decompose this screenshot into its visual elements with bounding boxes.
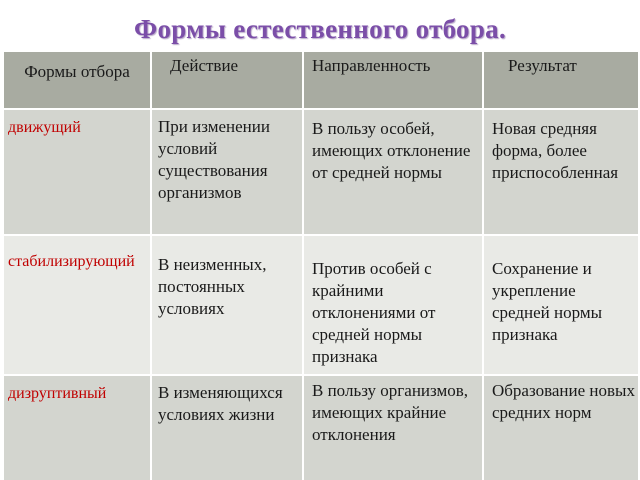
table-row [3,375,639,480]
action-text: В неизменных, постоянных условиях [158,255,267,318]
table-row [3,235,639,375]
direction-cell [303,235,483,375]
result-cell [483,235,639,375]
header-cell-form [3,51,151,109]
form-cell [3,375,151,480]
action-cell [151,109,303,235]
direction-cell [303,375,483,480]
result-text: Сохранение и укрепление средней нормы признака [492,259,603,344]
header-cell-result [483,51,639,109]
form-name: стабилизирующий [8,253,135,270]
header-cell-direction [303,51,483,109]
header-cell-action [151,51,303,109]
form-name: дизруптивный [8,385,107,402]
result-cell [483,109,639,235]
result-text: Образование новых средних норм [492,381,635,422]
form-cell [3,109,151,235]
selection-forms-table [2,50,640,480]
form-cell [3,235,151,375]
direction-cell [303,109,483,235]
direction-text: В пользу особей, имеющих отклонение от средней нормы [312,119,471,182]
action-cell [151,375,303,480]
result-text: Новая средняя форма, более приспособленная [492,119,619,182]
header-result-label: Результат [508,56,577,75]
form-name: движущий [8,119,81,136]
direction-text: Против особей с крайними отклонениями от средней нормы признака [312,259,436,366]
action-text: При изменении условий существования организмов [158,117,270,202]
direction-text: В пользу организмов, имеющих крайние отклонения [312,381,469,444]
slide-title: Формы естественного отбора. [133,14,507,44]
action-cell [151,235,303,375]
table-row [3,109,639,235]
header-action-label: Действие [170,56,239,75]
action-text: В изменяющихся условиях жизни [158,383,283,424]
table-header-row [3,51,639,109]
header-direction-label: Направленность [312,56,431,75]
result-cell [483,375,639,480]
header-form-label: Формы отбора [24,62,130,81]
